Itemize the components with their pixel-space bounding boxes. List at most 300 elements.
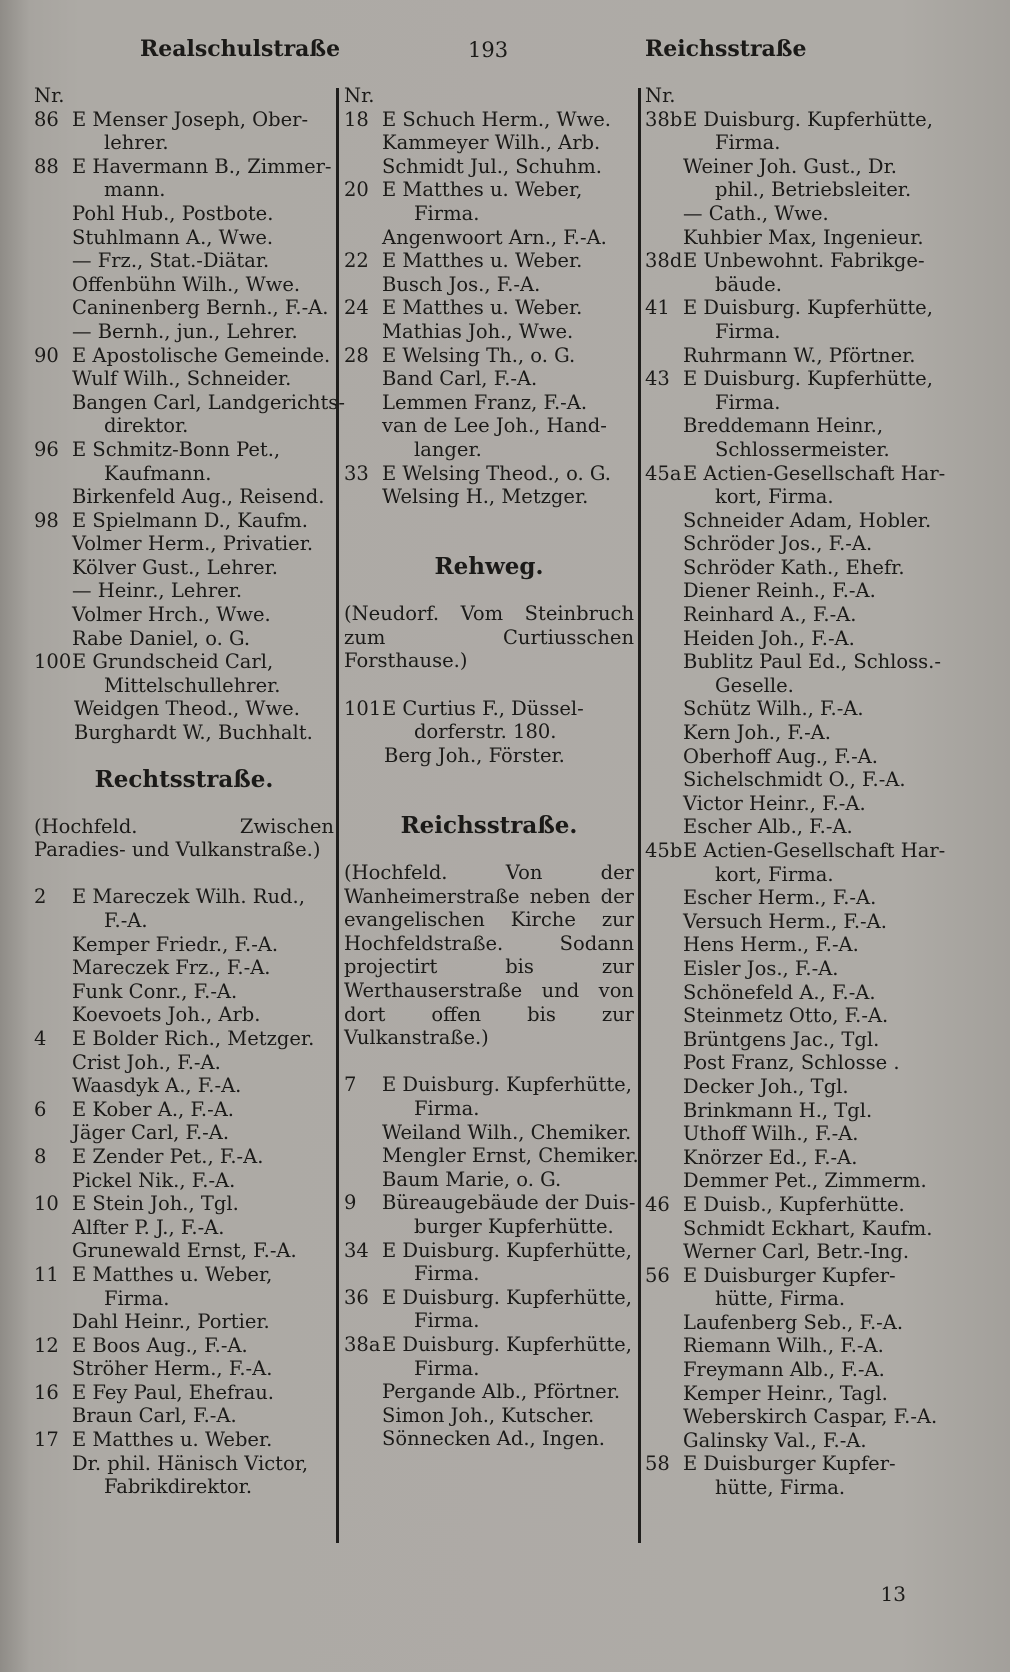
entry-text: E Unbewohnt. Fabrikge- bbox=[683, 249, 925, 273]
entry-text: E Welsing Theod., o. G. bbox=[382, 461, 611, 485]
entry-line bbox=[645, 438, 945, 462]
entry-list bbox=[344, 697, 634, 768]
entry-text: Volmer Hrch., Wwe. bbox=[72, 603, 271, 627]
entry-text: Eisler Jos., F.-A. bbox=[683, 956, 839, 980]
entry-text: Grunewald Ernst, F.-A. bbox=[72, 1239, 297, 1263]
entry-text: Mengler Ernst, Chemiker. bbox=[382, 1144, 639, 1168]
entry-line bbox=[645, 532, 945, 556]
house-number: 38d bbox=[645, 249, 683, 273]
entry-line bbox=[344, 1427, 634, 1451]
entry-text: Firma. bbox=[414, 1096, 480, 1120]
entry-text: Firma. bbox=[715, 390, 781, 414]
entry-line bbox=[344, 1404, 634, 1428]
page-header bbox=[0, 30, 1010, 70]
entry-line bbox=[344, 438, 634, 462]
house-number: 24 bbox=[344, 296, 369, 320]
entry-line bbox=[34, 885, 334, 909]
entry-text: Schröder Jos., F.-A. bbox=[683, 532, 873, 556]
house-number: 56 bbox=[645, 1263, 670, 1287]
entry-line bbox=[645, 273, 945, 297]
entry-text: Pergande Alb., Pförtner. bbox=[382, 1380, 621, 1404]
entry-text: Braun Carl, F.-A. bbox=[72, 1404, 237, 1428]
entry-line bbox=[645, 933, 945, 957]
entry-text: Schröder Kath., Ehefr. bbox=[683, 555, 905, 579]
entry-line bbox=[645, 84, 945, 108]
entry-line bbox=[645, 721, 945, 745]
entry-line bbox=[645, 1051, 945, 1075]
entry-text: E Stein Joh., Tgl. bbox=[72, 1192, 239, 1216]
house-number: Nr. bbox=[645, 84, 676, 107]
entry-text: Firma. bbox=[414, 1309, 480, 1333]
house-number: 34 bbox=[344, 1238, 369, 1262]
entry-line bbox=[645, 1476, 945, 1500]
house-number: 96 bbox=[34, 437, 59, 461]
entry-line bbox=[344, 131, 634, 155]
entry-text: Escher Alb., F.-A. bbox=[683, 815, 853, 839]
entry-text: Galinsky Val., F.-A. bbox=[683, 1428, 867, 1452]
entry-list bbox=[344, 84, 634, 509]
entry-line bbox=[344, 485, 634, 509]
entry-line bbox=[344, 344, 634, 368]
entry-line bbox=[344, 462, 634, 486]
entry-text: Crist Joh., F.-A. bbox=[72, 1050, 221, 1074]
entry-line bbox=[34, 603, 334, 627]
entry-line bbox=[645, 1429, 945, 1453]
entry-line bbox=[645, 108, 945, 132]
entry-text: Lemmen Franz, F.-A. bbox=[382, 390, 588, 414]
entry-line bbox=[645, 792, 945, 816]
entry-line bbox=[34, 1287, 334, 1311]
entry-line bbox=[34, 1098, 334, 1122]
entry-line bbox=[34, 909, 334, 933]
entry-text: Simon Joh., Kutscher. bbox=[382, 1403, 595, 1427]
entry-text: Firma. bbox=[104, 1286, 170, 1310]
house-number: 10 bbox=[34, 1192, 59, 1216]
entry-line bbox=[645, 1334, 945, 1358]
entry-line bbox=[34, 650, 334, 674]
entry-text: Uthoff Wilh., F.-A. bbox=[683, 1122, 859, 1146]
entry-text: E Matthes u. Weber, bbox=[382, 178, 583, 202]
entry-line bbox=[344, 178, 634, 202]
entry-text: mann. bbox=[104, 178, 166, 202]
entry-text: lehrer. bbox=[104, 131, 169, 155]
entry-line bbox=[645, 1311, 945, 1335]
entry-text: Mareczek Frz., F.-A. bbox=[72, 956, 271, 980]
entry-line bbox=[344, 720, 634, 744]
entry-line bbox=[344, 1380, 634, 1404]
entry-line bbox=[645, 1217, 945, 1241]
entry-line bbox=[344, 1168, 634, 1192]
entry-line bbox=[344, 1215, 634, 1239]
entry-text: Kuhbier Max, Ingenieur. bbox=[683, 225, 924, 249]
entry-text: E Duisburger Kupfer- bbox=[683, 1452, 896, 1476]
entry-text: Stuhlmann A., Wwe. bbox=[72, 225, 274, 249]
entry-list bbox=[344, 1073, 639, 1451]
house-number: 41 bbox=[645, 296, 670, 320]
entry-line bbox=[34, 1121, 334, 1145]
entry-line bbox=[34, 509, 334, 533]
entry-text: Fabrikdirektor. bbox=[104, 1475, 253, 1499]
entry-line bbox=[344, 296, 634, 320]
entry-text: E Menser Joseph, Ober- bbox=[72, 107, 309, 131]
entry-line bbox=[645, 839, 945, 863]
entry-line bbox=[645, 1169, 945, 1193]
entry-text: Firma. bbox=[414, 1356, 480, 1380]
entry-line bbox=[645, 674, 945, 698]
entry-line bbox=[645, 745, 945, 769]
entry-text: Busch Jos., F.-A. bbox=[382, 272, 541, 296]
entry-text: Kemper Heinr., Tagl. bbox=[683, 1381, 888, 1405]
entry-text: kort, Firma. bbox=[715, 485, 834, 509]
entry-text: — Bernh., jun., Lehrer. bbox=[72, 319, 298, 343]
entry-text: Büreaugebäude der Duis- bbox=[382, 1191, 636, 1215]
entry-text: E Duisburg. Kupferhütte, bbox=[683, 107, 933, 131]
entry-text: E Grundscheid Carl, bbox=[72, 650, 274, 674]
entry-text: kort, Firma. bbox=[715, 862, 834, 886]
house-number: 17 bbox=[34, 1428, 59, 1452]
entry-line bbox=[34, 1452, 334, 1476]
entry-text: Kaufmann. bbox=[104, 461, 212, 485]
house-number: 46 bbox=[645, 1192, 670, 1216]
house-number: 101 bbox=[344, 696, 382, 720]
street-heading: Reichsstraße. bbox=[400, 812, 578, 840]
entry-line bbox=[34, 155, 334, 179]
entry-line bbox=[34, 674, 334, 698]
header-right-street: Reichsstraße bbox=[645, 36, 807, 62]
entry-text: Decker Joh., Tgl. bbox=[683, 1074, 849, 1098]
entry-text: Schneider Adam, Hobler. bbox=[683, 508, 932, 532]
house-number: 90 bbox=[34, 343, 59, 367]
entry-text: Offenbühn Wilh., Wwe. bbox=[72, 272, 301, 296]
entry-line bbox=[34, 438, 334, 462]
entry-text: Hens Herm., F.-A. bbox=[683, 933, 859, 957]
house-number: 6 bbox=[34, 1097, 47, 1121]
entry-text: Berg Joh., Förster. bbox=[384, 743, 565, 767]
entry-line bbox=[645, 485, 945, 509]
house-number: 9 bbox=[344, 1191, 357, 1215]
entry-line bbox=[645, 1075, 945, 1099]
entry-line bbox=[344, 1309, 634, 1333]
entry-line bbox=[34, 556, 334, 580]
entry-text: Schmidt Jul., Schuhm. bbox=[382, 154, 602, 178]
entry-line bbox=[344, 320, 634, 344]
entry-line bbox=[34, 956, 334, 980]
entry-text: Bangen Carl, Landgerichts- bbox=[72, 390, 345, 414]
entry-line bbox=[645, 414, 945, 438]
entry-text: E Schmitz-Bonn Pet., bbox=[72, 437, 281, 461]
entry-line bbox=[645, 462, 945, 486]
entry-line bbox=[34, 367, 334, 391]
house-number: 12 bbox=[34, 1333, 59, 1357]
house-number: 22 bbox=[344, 249, 369, 273]
entry-text: Demmer Pet., Zimmerm. bbox=[683, 1169, 927, 1193]
entry-line bbox=[344, 367, 634, 391]
signature-mark: 13 bbox=[880, 1582, 906, 1606]
street-note: (Neudorf. Vom Steinbruch zum Curtiusschen Forsthause.) bbox=[344, 602, 634, 673]
house-number: 100 bbox=[34, 650, 72, 674]
house-number: 36 bbox=[344, 1285, 369, 1309]
entry-text: Caninenberg Bernh., F.-A. bbox=[72, 296, 329, 320]
column-divider-1 bbox=[336, 88, 339, 1543]
entry-line bbox=[34, 1003, 334, 1027]
column-3 bbox=[645, 84, 945, 1500]
entry-line bbox=[344, 155, 634, 179]
entry-text: Pohl Hub., Postbote. bbox=[72, 201, 274, 225]
entry-line bbox=[344, 391, 634, 415]
entry-text: Laufenberg Seb., F.-A. bbox=[683, 1310, 904, 1334]
entry-line bbox=[34, 1263, 334, 1287]
entry-text: Bublitz Paul Ed., Schloss.- bbox=[683, 650, 941, 674]
entry-line bbox=[344, 414, 634, 438]
entry-line bbox=[645, 320, 945, 344]
entry-text: Kern Joh., F.-A. bbox=[683, 721, 831, 745]
entry-text: Pickel Nik., F.-A. bbox=[72, 1168, 236, 1192]
entry-text: Escher Herm., F.-A. bbox=[683, 886, 877, 910]
entry-line bbox=[34, 697, 334, 721]
entry-text: E Welsing Th., o. G. bbox=[382, 343, 576, 367]
entry-line bbox=[645, 1146, 945, 1170]
entry-line bbox=[34, 1357, 334, 1381]
entry-text: Koevoets Joh., Arb. bbox=[72, 1003, 261, 1027]
entry-line bbox=[34, 414, 334, 438]
entry-text: Kemper Friedr., F.-A. bbox=[72, 932, 279, 956]
house-number: 7 bbox=[344, 1073, 357, 1097]
entry-text: E Mareczek Wilh. Rud., bbox=[72, 885, 305, 909]
entry-text: Firma. bbox=[414, 1262, 480, 1286]
entry-text: Firma. bbox=[715, 131, 781, 155]
entry-line bbox=[344, 1073, 634, 1097]
entry-text: E Matthes u. Weber. bbox=[382, 296, 583, 320]
entry-line bbox=[645, 1382, 945, 1406]
entry-line bbox=[34, 485, 334, 509]
entry-text: Jäger Carl, F.-A. bbox=[72, 1121, 230, 1145]
entry-list bbox=[34, 84, 345, 745]
entry-text: Heiden Joh., F.-A. bbox=[683, 626, 855, 650]
entry-text: Burghardt W., Buchhalt. bbox=[74, 721, 313, 745]
entry-line bbox=[645, 768, 945, 792]
house-number: Nr. bbox=[34, 84, 65, 107]
entry-text: Alfter P. J., F.-A. bbox=[72, 1215, 225, 1239]
entry-line bbox=[344, 697, 634, 721]
entry-line bbox=[34, 226, 334, 250]
entry-line bbox=[344, 226, 634, 250]
entry-line bbox=[645, 627, 945, 651]
entry-text: E Duisburg. Kupferhütte, bbox=[382, 1285, 632, 1309]
entry-text: E Duisburg. Kupferhütte, bbox=[382, 1332, 632, 1356]
house-number: 18 bbox=[344, 107, 369, 131]
entry-text: Weiland Wilh., Chemiker. bbox=[382, 1120, 632, 1144]
entry-text: van de Lee Joh., Hand- bbox=[382, 414, 607, 438]
entry-line bbox=[34, 1074, 334, 1098]
entry-text: Birkenfeld Aug., Reisend. bbox=[72, 485, 325, 509]
house-number: 38b bbox=[645, 107, 683, 131]
entry-line bbox=[344, 84, 634, 108]
entry-line bbox=[344, 249, 634, 273]
house-number: 28 bbox=[344, 343, 369, 367]
entry-text: langer. bbox=[414, 437, 482, 461]
entry-line bbox=[645, 1358, 945, 1382]
entry-text: E Fey Paul, Ehefrau. bbox=[72, 1380, 274, 1404]
header-left-street: Realschulstraße bbox=[140, 36, 341, 62]
entry-line bbox=[34, 579, 334, 603]
entry-line bbox=[344, 744, 634, 768]
entry-text: E Duisburg. Kupferhütte, bbox=[382, 1238, 632, 1262]
entry-line bbox=[645, 1193, 945, 1217]
entry-line bbox=[645, 957, 945, 981]
entry-text: Baum Marie, o. G. bbox=[382, 1167, 562, 1191]
entry-line bbox=[34, 627, 334, 651]
entry-text: E Apostolische Gemeinde. bbox=[72, 343, 331, 367]
entry-text: Post Franz, Schlosse . bbox=[683, 1051, 900, 1075]
entry-line bbox=[645, 202, 945, 226]
entry-line bbox=[34, 1404, 334, 1428]
house-number: 33 bbox=[344, 461, 369, 485]
entry-text: E Duisb., Kupferhütte. bbox=[683, 1192, 905, 1216]
entry-text: hütte, Firma. bbox=[715, 1287, 846, 1311]
entry-text: hütte, Firma. bbox=[715, 1476, 846, 1500]
entry-text: — Frz., Stat.-Diätar. bbox=[72, 249, 270, 273]
entry-line bbox=[34, 273, 334, 297]
entry-line bbox=[645, 131, 945, 155]
entry-text: Sichelschmidt O., F.-A. bbox=[683, 768, 906, 792]
column-divider-2 bbox=[638, 88, 641, 1543]
entry-line bbox=[34, 178, 334, 202]
entry-line bbox=[645, 603, 945, 627]
entry-line bbox=[645, 579, 945, 603]
entry-text: phil., Betriebsleiter. bbox=[715, 178, 912, 202]
entry-line bbox=[34, 344, 334, 368]
entry-text: Volmer Herm., Privatier. bbox=[72, 532, 314, 556]
entry-text: Angenwoort Arn., F.-A. bbox=[382, 225, 607, 249]
entry-text: Ströher Herm., F.-A. bbox=[72, 1357, 273, 1381]
entry-line bbox=[645, 910, 945, 934]
entry-line bbox=[34, 1475, 334, 1499]
entry-text: bäude. bbox=[715, 272, 782, 296]
entry-line bbox=[34, 1051, 334, 1075]
entry-line bbox=[34, 1169, 334, 1193]
entry-line bbox=[645, 981, 945, 1005]
entry-line bbox=[34, 108, 334, 132]
entry-text: E Matthes u. Weber, bbox=[72, 1262, 273, 1286]
entry-line bbox=[34, 532, 334, 556]
column-1 bbox=[34, 84, 345, 1499]
entry-text: E Bolder Rich., Metzger. bbox=[72, 1026, 315, 1050]
entry-line bbox=[34, 320, 334, 344]
entry-line bbox=[344, 1239, 634, 1263]
entry-text: Reinhard A., F.-A. bbox=[683, 603, 857, 627]
entry-line bbox=[645, 815, 945, 839]
entry-text: Welsing H., Metzger. bbox=[382, 485, 589, 509]
street-heading: Rechtsstraße. bbox=[94, 765, 274, 793]
entry-line bbox=[34, 1216, 334, 1240]
entry-line bbox=[34, 390, 345, 415]
entry-text: Breddemann Heinr., bbox=[683, 414, 884, 438]
entry-line bbox=[645, 296, 945, 320]
entry-text: direktor. bbox=[104, 414, 189, 438]
entry-text: Dahl Heinr., Portier. bbox=[72, 1310, 270, 1334]
entry-text: Mathias Joh., Wwe. bbox=[382, 319, 574, 343]
entry-line bbox=[34, 980, 334, 1004]
entry-line bbox=[645, 367, 945, 391]
entry-text: E Duisburg. Kupferhütte, bbox=[382, 1073, 632, 1097]
entry-line bbox=[34, 933, 334, 957]
entry-text: Waasdyk A., F.-A. bbox=[72, 1074, 242, 1098]
street-note: (Hochfeld. Von der Wanheimerstraße neben der evangelischen Kirche zur Hochfeldstraße. Sodann projectirt bis zur Werthauserstraße und von dort offen bis zur Vulkanstraße.) bbox=[344, 861, 634, 1050]
entry-text: Dr. phil. Hänisch Victor, bbox=[72, 1451, 309, 1475]
entry-line bbox=[645, 886, 945, 910]
entry-line bbox=[34, 131, 334, 155]
entry-text: Band Carl, F.-A. bbox=[382, 367, 538, 391]
entry-line bbox=[645, 391, 945, 415]
entry-text: Brüntgens Jac., Tgl. bbox=[683, 1027, 880, 1051]
entry-line bbox=[34, 721, 334, 745]
entry-line bbox=[344, 1286, 634, 1310]
entry-line bbox=[645, 1099, 945, 1123]
house-number: 4 bbox=[34, 1026, 47, 1050]
entry-text: Schütz Wilh., F.-A. bbox=[683, 697, 864, 721]
entry-text: Mittelschullehrer. bbox=[104, 673, 281, 697]
entry-line bbox=[645, 556, 945, 580]
entry-line bbox=[344, 1121, 634, 1145]
entry-text: Knörzer Ed., F.-A. bbox=[683, 1145, 858, 1169]
entry-text: Victor Heinr., F.-A. bbox=[683, 791, 866, 815]
entry-text: E Schuch Herm., Wwe. bbox=[382, 107, 611, 131]
entry-text: Weiner Joh. Gust., Dr. bbox=[683, 154, 897, 178]
entry-text: E Boos Aug., F.-A. bbox=[72, 1333, 248, 1357]
entry-text: Firma. bbox=[414, 201, 480, 225]
entry-text: Freymann Alb., F.-A. bbox=[683, 1358, 885, 1382]
entry-line bbox=[645, 1264, 945, 1288]
entry-line bbox=[344, 1262, 634, 1286]
entry-text: Weberskirch Caspar, F.-A. bbox=[683, 1405, 938, 1429]
entry-line bbox=[645, 1287, 945, 1311]
entry-text: Weidgen Theod., Wwe. bbox=[74, 697, 300, 721]
house-number: 45b bbox=[645, 839, 683, 862]
entry-line bbox=[645, 509, 945, 533]
entry-line bbox=[34, 1381, 334, 1405]
house-number: 8 bbox=[34, 1144, 47, 1168]
entry-line bbox=[34, 1310, 334, 1334]
entry-text: Sönnecken Ad., Ingen. bbox=[382, 1427, 605, 1451]
entry-text: Kölver Gust., Lehrer. bbox=[72, 555, 278, 579]
entry-line bbox=[34, 84, 334, 108]
entry-list bbox=[645, 84, 945, 1500]
entry-line bbox=[645, 1240, 945, 1264]
entry-text: E Matthes u. Weber. bbox=[72, 1428, 273, 1452]
house-number: 11 bbox=[34, 1262, 59, 1286]
entry-text: Funk Conr., F.-A. bbox=[72, 979, 238, 1003]
entry-text: — Heinr., Lehrer. bbox=[72, 579, 243, 603]
entry-text: Werner Carl, Betr.-Ing. bbox=[683, 1240, 910, 1264]
entry-line bbox=[645, 697, 945, 721]
entry-line bbox=[344, 1097, 634, 1121]
entry-line bbox=[344, 1357, 634, 1381]
entry-line bbox=[34, 1192, 334, 1216]
entry-text: Brinkmann H., Tgl. bbox=[683, 1098, 873, 1122]
entry-text: Schönefeld A., F.-A. bbox=[683, 980, 876, 1004]
entry-text: Schlossermeister. bbox=[715, 437, 890, 461]
entry-line bbox=[344, 1144, 639, 1168]
entry-line bbox=[645, 178, 945, 202]
entry-line bbox=[34, 249, 334, 273]
entry-text: E Spielmann D., Kaufm. bbox=[72, 508, 308, 532]
entry-line bbox=[344, 202, 634, 226]
entry-text: Rabe Daniel, o. G. bbox=[72, 626, 251, 650]
entry-text: Steinmetz Otto, F.-A. bbox=[683, 1004, 889, 1028]
page-number: 193 bbox=[468, 38, 509, 62]
entry-line bbox=[34, 1145, 334, 1169]
entry-line bbox=[344, 108, 634, 132]
